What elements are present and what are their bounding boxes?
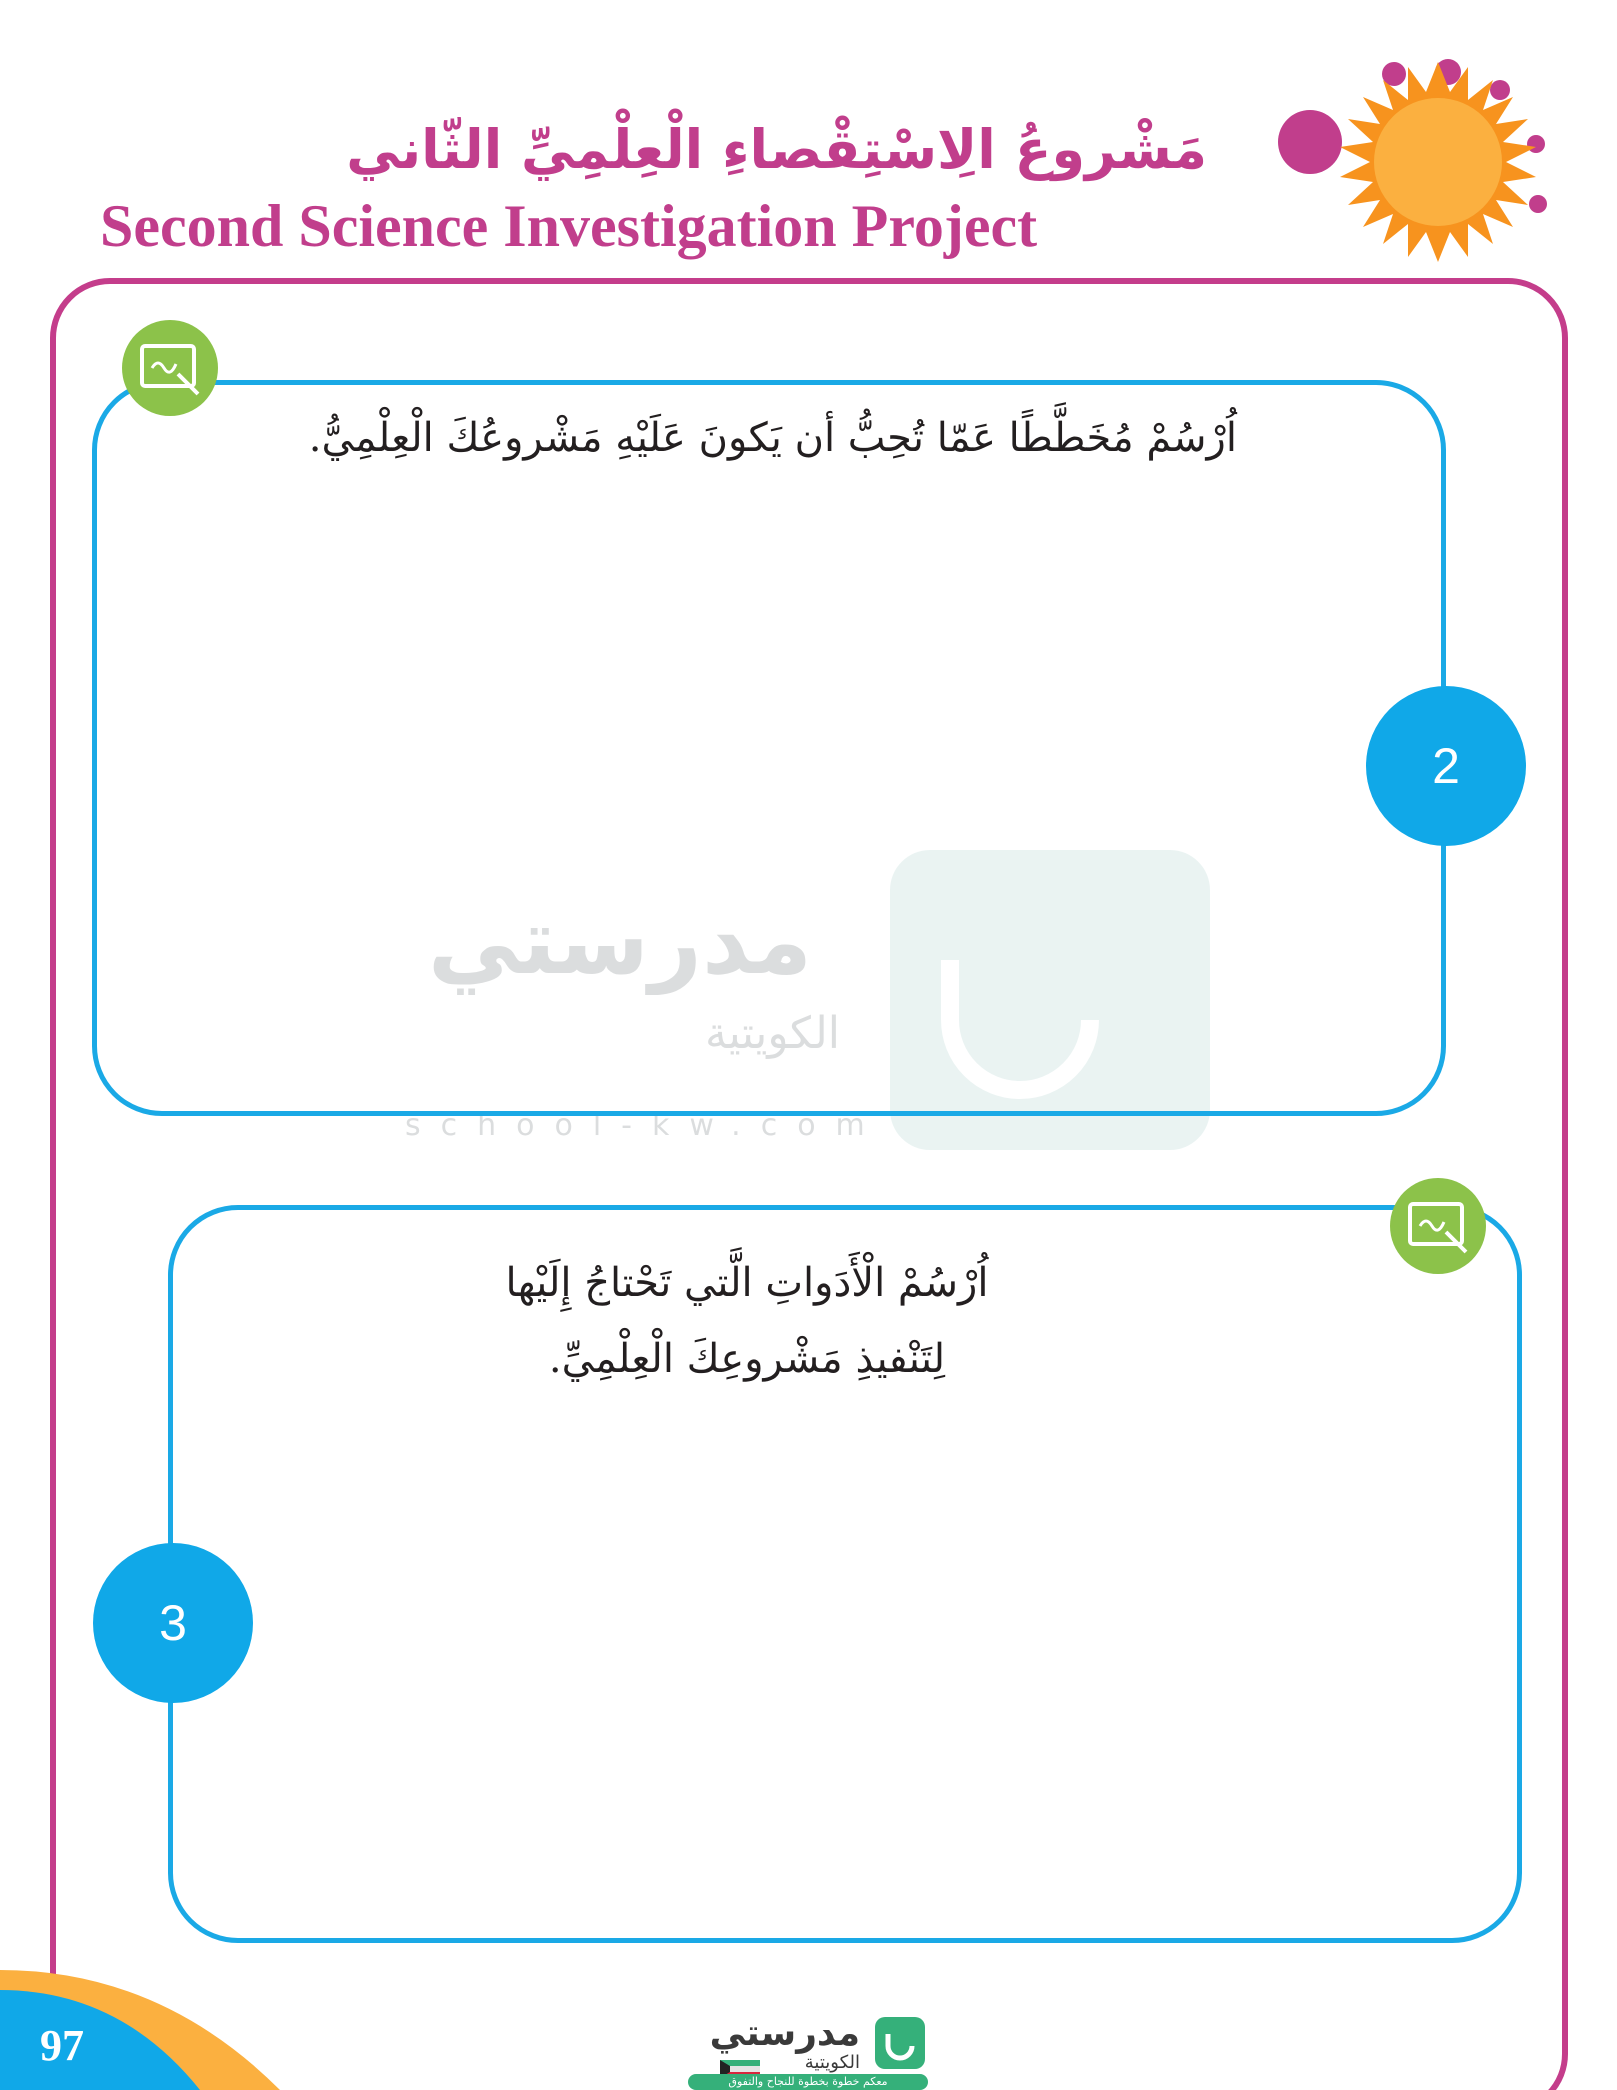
watermark-brand: مدرستي xyxy=(427,888,813,995)
watermark-url: school-kw.com xyxy=(405,1108,885,1143)
footer-tagline: معكم خطوة بخطوة للنجاح والتفوق xyxy=(688,2074,928,2090)
footer-brand: مدرستي xyxy=(709,2013,860,2054)
task-number-badge: 2 xyxy=(1366,686,1526,846)
page-title-arabic: مَشْروعُ الِاسْتِقْصاءِ الْعِلْمِيِّ الثّاني xyxy=(346,118,1207,181)
page-number: 97 xyxy=(40,2021,84,2070)
watermark-country: الكويتية xyxy=(704,1008,840,1059)
instruction-line: لِتَنْفيذِ مَشْروعِكَ الْعِلْمِيِّ. xyxy=(548,1336,946,1382)
sun-decoration-icon xyxy=(1258,50,1558,280)
task-3-instruction xyxy=(397,1245,1097,1397)
instruction-line: اُرْسُمْ الْأَدَواتِ الَّتي تَحْتاجُ إِلَيْها xyxy=(505,1260,989,1306)
drawing-board-icon xyxy=(1390,1178,1486,1274)
instruction-line: اُرْسُمْ مُخَطَّطًا عَمّا تُحِبُّ أن يَكونَ عَلَيْهِ مَشْروعُكَ الْعِلْمِيُّ. xyxy=(308,415,1237,461)
footer-country: الكويتية xyxy=(804,2052,860,2073)
task-number-badge: 3 xyxy=(93,1543,253,1703)
drawing-board-icon xyxy=(122,320,218,416)
task-2-instruction xyxy=(237,400,1237,476)
page-title-english: Second Science Investigation Project xyxy=(100,193,1038,259)
drawing-area-task-2[interactable] xyxy=(92,380,1446,1116)
